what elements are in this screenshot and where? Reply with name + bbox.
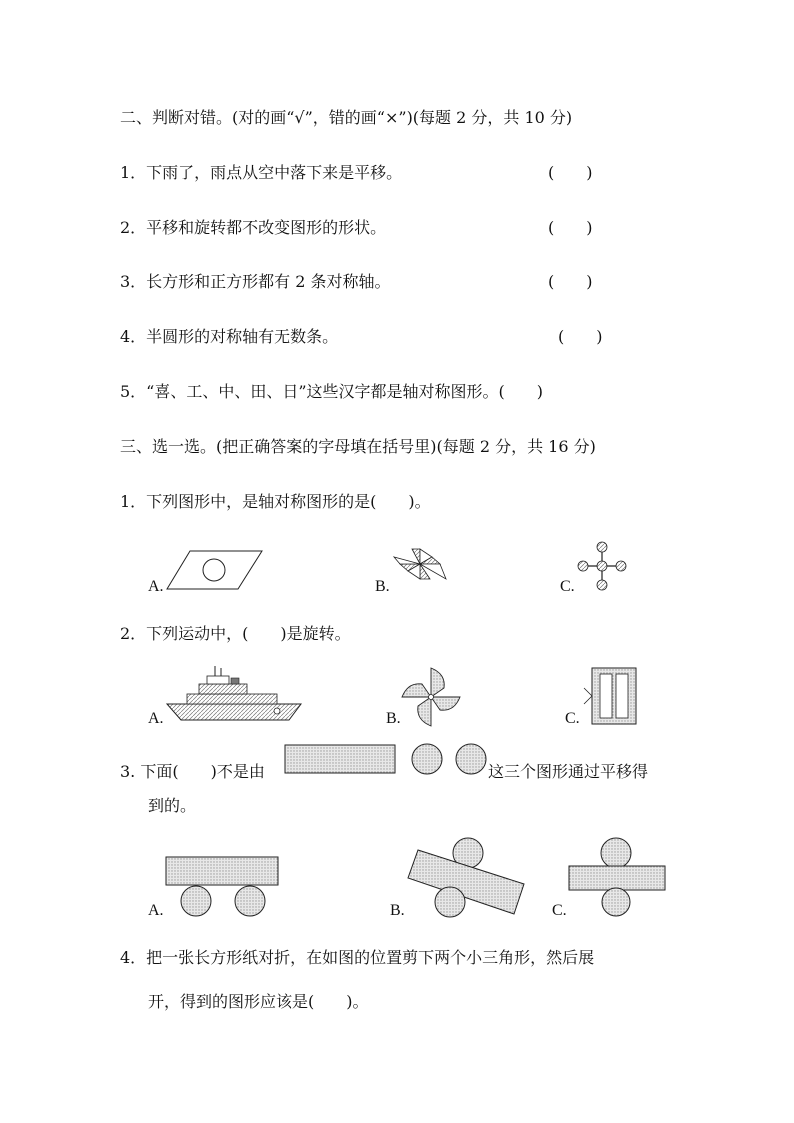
dot-cross-icon bbox=[576, 540, 632, 592]
choice-q3-line2: 到的。 bbox=[148, 796, 197, 815]
q3-option-b-label: B. bbox=[390, 902, 405, 919]
choice-q4-line2: 开，得到的图形应该是( )。 bbox=[148, 992, 369, 1011]
pinwheel-icon bbox=[400, 666, 462, 728]
choice-q1: 1．下列图形中，是轴对称图形的是( )。 bbox=[120, 492, 431, 511]
q3-circle-shape bbox=[410, 742, 444, 776]
choice-q3-before: 3. 下面( )不是由 bbox=[120, 762, 265, 781]
q1-option-a-label: A. bbox=[148, 578, 164, 595]
q3-rectangle-shape bbox=[284, 744, 396, 774]
choice-q2: 2．下列运动中，( )是旋转。 bbox=[120, 624, 351, 643]
rectangle-on-circles-icon bbox=[162, 855, 282, 919]
judge-item-3: 3．长方形和正方形都有 2 条对称轴。 bbox=[120, 272, 391, 291]
pinwheel-triangles-icon bbox=[392, 547, 448, 581]
answer-blank-4[interactable]: ( ) bbox=[558, 327, 603, 346]
q3-option-c-label: C. bbox=[552, 902, 567, 919]
q2-option-c-label: C. bbox=[565, 710, 580, 727]
choice-q4-line1: 4．把一张长方形纸对折，在如图的位置剪下两个小三角形，然后展 bbox=[120, 948, 595, 967]
q3-option-a-label: A. bbox=[148, 902, 164, 919]
sliding-window-icon bbox=[582, 666, 638, 726]
q2-option-a-label: A. bbox=[148, 710, 164, 727]
q3-circle-shape bbox=[454, 742, 488, 776]
q2-option-b-label: B. bbox=[386, 710, 401, 727]
q1-option-c-label: C. bbox=[560, 578, 575, 595]
q1-option-b-label: B. bbox=[375, 578, 390, 595]
judge-item-5: 5．“喜、工、中、田、日”这些汉字都是轴对称图形。( ) bbox=[120, 382, 544, 401]
parallelogram-circle-icon bbox=[165, 549, 265, 591]
section3-title: 三、选一选。(把正确答案的字母填在括号里)(每题 2 分，共 16 分) bbox=[120, 437, 596, 456]
ship-icon bbox=[165, 664, 305, 724]
answer-blank-1[interactable]: ( ) bbox=[548, 163, 593, 182]
answer-blank-3[interactable]: ( ) bbox=[548, 272, 593, 291]
judge-item-1: 1．下雨了，雨点从空中落下来是平移。 bbox=[120, 163, 403, 182]
tilted-rectangle-icon bbox=[404, 836, 526, 920]
judge-item-4: 4．半圆形的对称轴有无数条。 bbox=[120, 327, 339, 346]
answer-blank-2[interactable]: ( ) bbox=[548, 218, 593, 237]
rectangle-between-circles-icon bbox=[566, 836, 668, 918]
judge-item-2: 2．平移和旋转都不改变图形的形状。 bbox=[120, 218, 387, 237]
section2-title: 二、判断对错。(对的画“√”，错的画“×”)(每题 2 分，共 10 分) bbox=[120, 108, 573, 127]
choice-q3-after: 这三个图形通过平移得 bbox=[488, 762, 649, 781]
